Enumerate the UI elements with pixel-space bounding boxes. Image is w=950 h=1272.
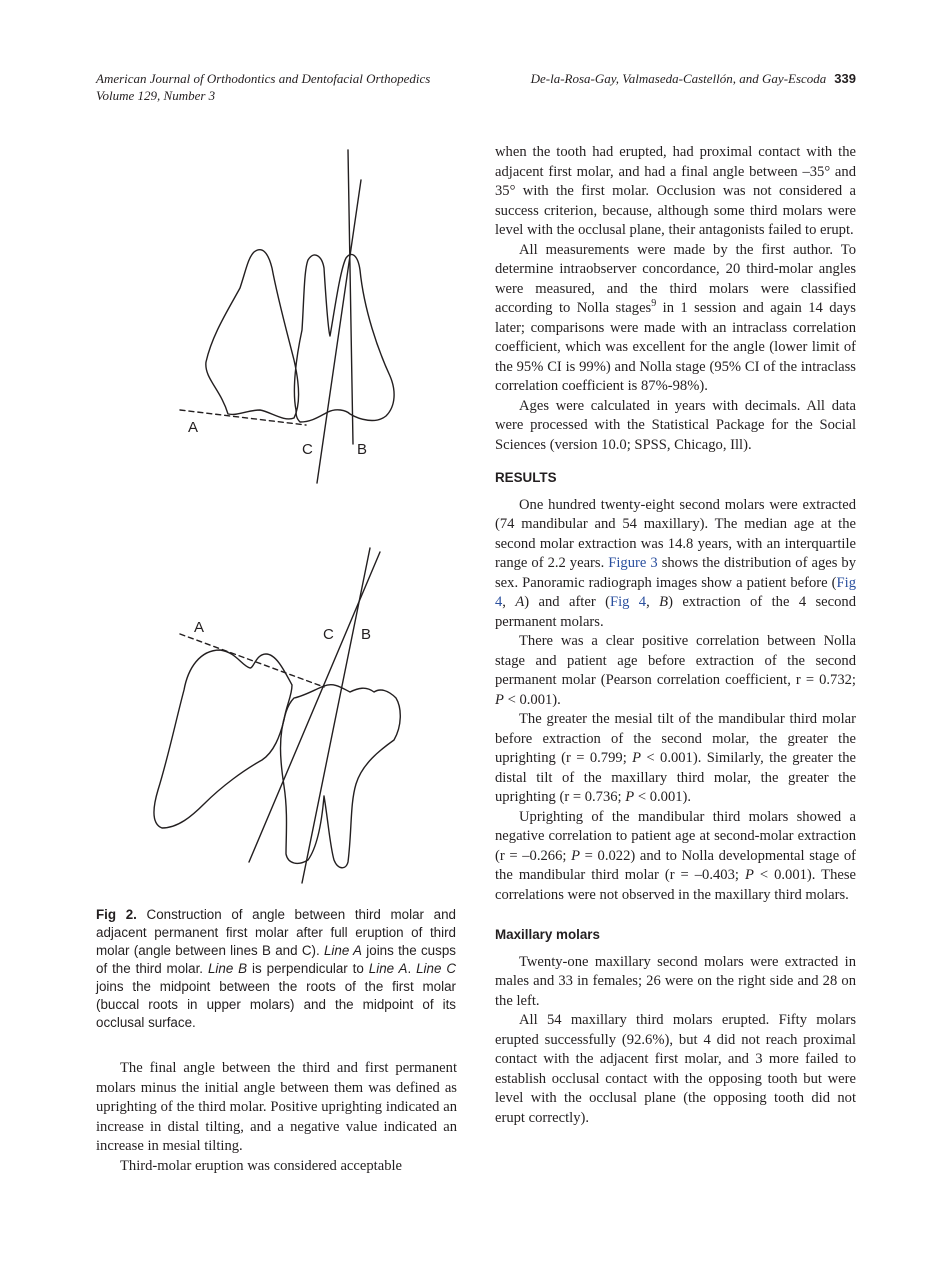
figure-caption: Fig 2. Construction of angle between third molar and adjacent permanent first molar after full eruption of third molar (angle between lines B and C). Line A joins the cusps of the third molar. Line B is perpendicular to Line A. Line C joins the midpoint between the roots of the first molar (buccal roots in upper molars) and the midpoint of its occlusal surface.	[96, 907, 457, 1030]
journal-volume: Volume 129, Number 3	[96, 88, 216, 103]
caption-label: Fig 2.	[96, 907, 137, 922]
paragraph: The final angle between the third and first permanent molars minus the initial angle between them was defined as uprighting of the third molar. Positive uprighting indicated an increase in distal tilting, and a negative value indicated an increase in mesial tilting.	[96, 1060, 457, 1154]
bottom-line-c	[249, 552, 380, 862]
top-label-a: A	[188, 419, 199, 436]
paragraph: There was a clear positive correlation between Nolla stage and patient age before extraction of the second permanent molar (Pearson correlation coefficient, r = 0.732; P < 0.001).	[495, 633, 856, 708]
bottom-first-molar-outline	[281, 685, 401, 868]
page-number: 339	[834, 71, 856, 86]
paragraph: Twenty-one maxillary second molars were extracted in males and 33 in females; 26 were on the right side and 28 on the left.	[495, 953, 856, 1009]
paragraph: All measurements were made by the first author. To determine intraobserver concordance, 20 third-molar angles were measured, and the third molars were classified according to Nolla stages$^9$ in 1 session and again 14 days later; comparisons were made with an intraclass correlation coefficient, which was excellent for the angle (lower limit of the 95% CI is 99%) and Nolla stage (95% CI of the intraclass correlation coefficient is 87%-98%).	[495, 241, 856, 394]
journal-title: American Journal of Orthodontics and Dentofacial Orthopedics	[96, 71, 431, 86]
paragraph: Third-molar eruption was considered acceptable	[120, 1157, 403, 1174]
bottom-label-a: A	[194, 619, 205, 636]
figure-4a-link[interactable]: Fig 4	[495, 574, 856, 610]
author-header	[531, 70, 856, 87]
header-authors: De-la-Rosa-Gay, Valmaseda-Castellón, and Gay-Escoda	[530, 71, 827, 86]
journal-info	[96, 70, 430, 104]
bottom-label-b: B	[361, 626, 372, 643]
right-column-text	[495, 143, 856, 1128]
paragraph: Ages were calculated in years with decimals. All data were processed with the Statistical Package for the Social Sciences (version 10.0; SPSS, Chicago, Ill).	[495, 397, 856, 453]
paragraph: Uprighting of the mandibular third molars showed a negative correlation to patient age at second-molar extraction (r = –0.266; P = 0.022) and to Nolla developmental stage of the mandibular third molar (r = –0.403; P < 0.001). These correlations were not observed in the maxillary third molars.	[495, 808, 857, 903]
top-line-c	[317, 180, 361, 483]
paragraph: when the tooth had erupted, had proximal contact with the adjacent first molar, and had a final angle between –35° and 35° with the first molar. Occlusion was not considered a success criterion, because, although some third molars were level with the occlusal plane, their antagonists failed to erupt.	[495, 144, 856, 238]
paragraph: One hundred twenty-eight second molars were extracted (74 mandibular and 54 maxillary). The median age at the second molar extraction was 14.8 years, with an interquartile range of 2.2 years. Figure 3 shows the distribution of ages by sex. Panoramic radiograph images show a patient before (Fig 4, A) and after (Fig 4, B) extraction of the 4 second permanent molars.	[495, 496, 857, 630]
top-line-b	[348, 150, 353, 444]
bottom-line-a	[180, 634, 324, 687]
top-third-molar-outline	[206, 250, 299, 419]
top-label-b: B	[357, 441, 368, 458]
results-heading: RESULTS	[495, 470, 557, 485]
paragraph: The greater the mesial tilt of the mandibular third molar before extraction of the second molar, the greater the uprighting (r = 0.799; P < 0.001). Similarly, the greater the distal tilt of the maxillary third molar, the greater the uprighting (r = 0.736; P < 0.001).	[495, 711, 857, 805]
figure-2-diagram	[96, 140, 456, 890]
paragraph: All 54 maxillary third molars erupted. Fifty molars erupted successfully (92.6%), but 4 did not reach proximal contact with the adjacent first molar, and 3 more failed to establish occlusal contact with the opposing tooth but were level with the occlusal plane (the opposing tooth did not erupt correctly).	[495, 1012, 856, 1126]
figure-3-link[interactable]: Figure 3	[608, 555, 658, 571]
left-column-text	[96, 1059, 457, 1176]
reference-9[interactable]: 9	[651, 298, 657, 310]
top-label-c: C	[302, 441, 313, 458]
bottom-third-molar-outline	[154, 650, 292, 828]
top-first-molar-outline	[294, 254, 394, 422]
figure-4b-link[interactable]: Fig 4	[609, 594, 647, 610]
maxillary-molars-heading: Maxillary molars	[495, 927, 600, 942]
bottom-label-c: C	[323, 626, 334, 643]
